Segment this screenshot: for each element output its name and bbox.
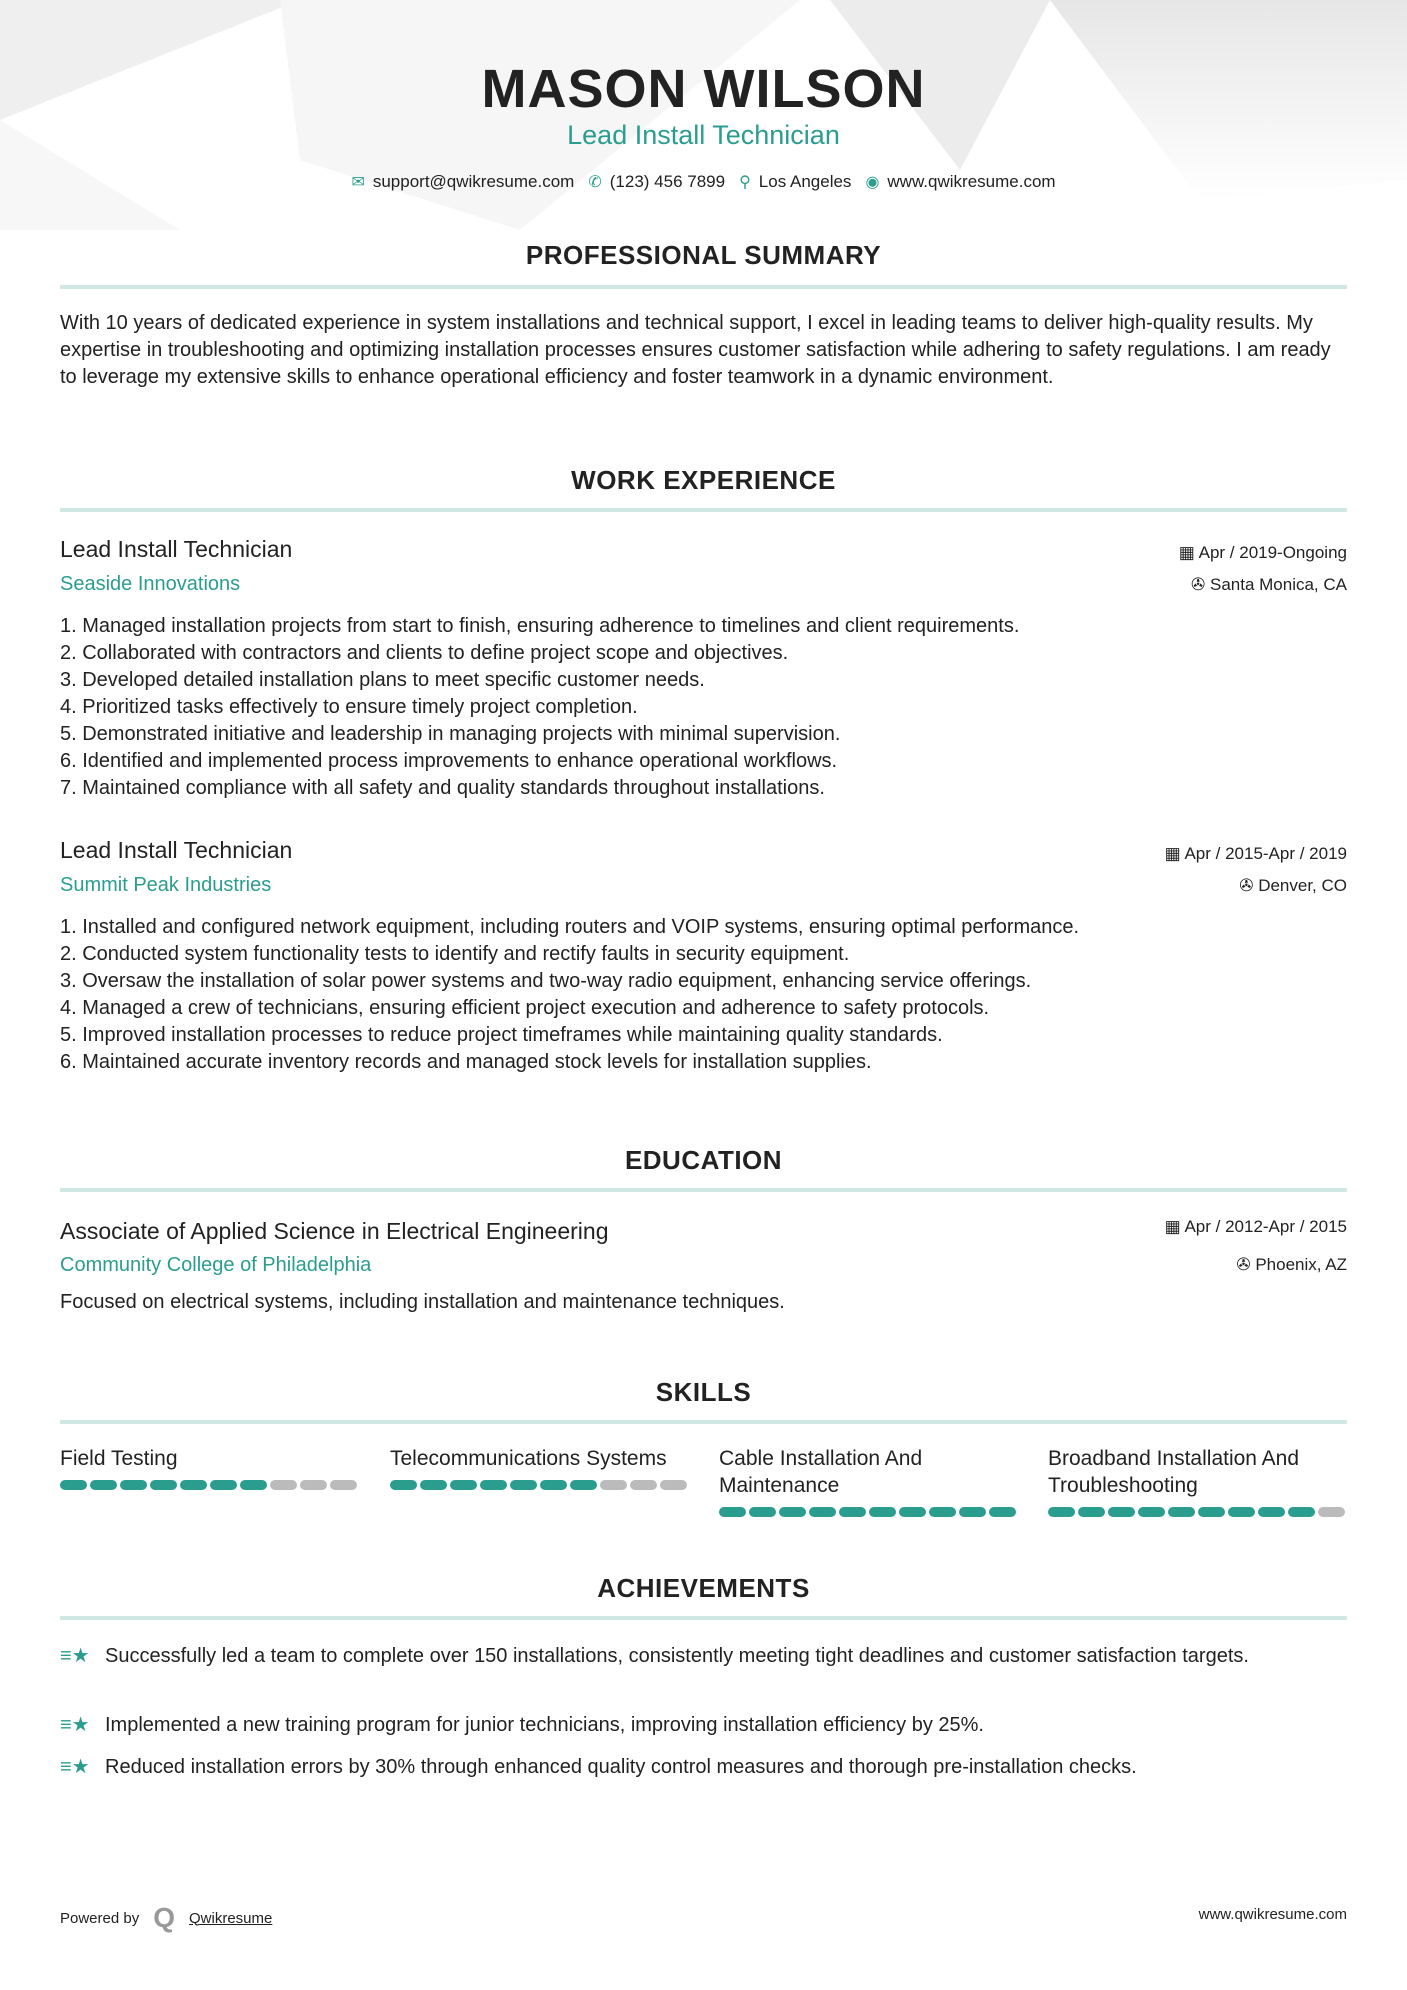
globe-icon: ◉ bbox=[865, 174, 880, 191]
achievement-text: Implemented a new training program for junior technicians, improving installation efficiency by 25%. bbox=[105, 1714, 984, 1736]
skill-level-segment bbox=[869, 1507, 896, 1517]
job-dates bbox=[1179, 543, 1347, 563]
skill-item bbox=[60, 1445, 360, 1490]
skill-level-segment bbox=[660, 1480, 687, 1490]
skill-level-segment bbox=[899, 1507, 926, 1517]
skill-name: Telecommunications Systems bbox=[390, 1447, 667, 1470]
pin-icon: ✇ bbox=[1191, 575, 1210, 594]
skill-level-segment bbox=[1318, 1507, 1345, 1517]
list-item: 6. Identified and implemented process improvements to enhance operational workflows. bbox=[60, 750, 838, 772]
divider bbox=[60, 285, 1347, 289]
skill-name: Cable Installation And Maintenance bbox=[719, 1447, 923, 1497]
contact-phone bbox=[588, 172, 725, 192]
experience-heading: WORK EXPERIENCE bbox=[571, 465, 836, 495]
dates-text: Apr / 2012-Apr / 2015 bbox=[1184, 1217, 1347, 1236]
skill-level-segment bbox=[1168, 1507, 1195, 1517]
calendar-icon: ▦ bbox=[1164, 1217, 1185, 1236]
skill-level-segment bbox=[839, 1507, 866, 1517]
list-item: 4. Prioritized tasks effectively to ensure timely project completion. bbox=[60, 696, 638, 718]
skill-level-segment bbox=[1198, 1507, 1225, 1517]
achievements-heading: ACHIEVEMENTS bbox=[597, 1573, 810, 1603]
summary-heading: PROFESSIONAL SUMMARY bbox=[525, 240, 882, 270]
skill-level-segment bbox=[600, 1480, 627, 1490]
star-icon: ≡★ bbox=[60, 1714, 90, 1736]
list-item: 5. Improved installation processes to reduce project timeframes while maintaining quality standards. bbox=[60, 1024, 943, 1046]
skill-level-segment bbox=[240, 1480, 267, 1490]
list-item: 6. Maintained accurate inventory records and managed stock levels for installation supplies. bbox=[60, 1051, 872, 1073]
list-item: 1. Installed and configured network equipment, including routers and VOIP systems, ensuring optimal performance. bbox=[60, 916, 1080, 938]
list-item: 3. Developed detailed installation plans to meet specific customer needs. bbox=[60, 669, 705, 691]
location-text: Santa Monica, CA bbox=[1209, 575, 1347, 594]
skill-level-segment bbox=[180, 1480, 207, 1490]
skill-level-segment bbox=[1258, 1507, 1285, 1517]
dates-text: Apr / 2015-Apr / 2019 bbox=[1184, 844, 1347, 863]
skill-level-segment bbox=[1228, 1507, 1255, 1517]
education-location bbox=[1236, 1255, 1347, 1275]
skill-level-segment bbox=[450, 1480, 477, 1490]
contact-location bbox=[739, 172, 851, 192]
envelope-icon: ✉ bbox=[351, 174, 365, 191]
email-text: support@qwikresume.com bbox=[372, 172, 575, 191]
candidate-title: Lead Install Technician bbox=[567, 120, 840, 150]
skill-level-segment bbox=[270, 1480, 297, 1490]
contact-row bbox=[0, 172, 1407, 192]
skill-level-segment bbox=[989, 1507, 1016, 1517]
skill-level-segment bbox=[630, 1480, 657, 1490]
skill-level-segment bbox=[1108, 1507, 1135, 1517]
divider bbox=[60, 1188, 1347, 1192]
qwikresume-logo-icon: Q bbox=[153, 1902, 175, 1933]
calendar-icon: ▦ bbox=[1164, 844, 1185, 863]
location-text: Phoenix, AZ bbox=[1255, 1255, 1347, 1274]
list-item: 7. Maintained compliance with all safety and quality standards throughout installations. bbox=[60, 777, 825, 799]
location-text: Denver, CO bbox=[1258, 876, 1347, 895]
school: Community College of Philadelphia bbox=[60, 1254, 372, 1276]
phone-text: (123) 456 7899 bbox=[609, 172, 726, 191]
skill-level-bar bbox=[60, 1480, 360, 1490]
skill-level-segment bbox=[480, 1480, 507, 1490]
job-title: Lead Install Technician bbox=[60, 536, 293, 562]
skill-level-segment bbox=[779, 1507, 806, 1517]
achievement-text: Reduced installation errors by 30% through enhanced quality control measures and thorough pre-installation checks. bbox=[105, 1756, 1137, 1778]
skill-level-segment bbox=[719, 1507, 746, 1517]
skill-level-segment bbox=[150, 1480, 177, 1490]
degree: Associate of Applied Science in Electrical Engineering bbox=[60, 1218, 609, 1244]
skill-item bbox=[390, 1445, 690, 1490]
skill-level-segment bbox=[1048, 1507, 1075, 1517]
skill-item bbox=[719, 1445, 1019, 1517]
skill-level-bar bbox=[719, 1507, 1019, 1517]
skill-level-segment bbox=[210, 1480, 237, 1490]
skill-name: Field Testing bbox=[60, 1447, 178, 1470]
list-item: 2. Collaborated with contractors and clients to define project scope and objectives. bbox=[60, 642, 789, 664]
skill-level-segment bbox=[120, 1480, 147, 1490]
education-heading: EDUCATION bbox=[624, 1145, 783, 1175]
list-item: 1. Managed installation projects from start to finish, ensuring adherence to timelines and client requirements. bbox=[60, 615, 1020, 637]
divider bbox=[60, 1616, 1347, 1620]
education-dates bbox=[1165, 1217, 1347, 1237]
job-location bbox=[1191, 575, 1347, 595]
skill-level-segment bbox=[1078, 1507, 1105, 1517]
skill-level-segment bbox=[300, 1480, 327, 1490]
skill-level-segment bbox=[390, 1480, 417, 1490]
skills-heading: SKILLS bbox=[655, 1377, 752, 1407]
skill-level-segment bbox=[1138, 1507, 1165, 1517]
footer-brand bbox=[60, 1902, 272, 1934]
skill-level-segment bbox=[420, 1480, 447, 1490]
achievement-item bbox=[60, 1754, 1347, 1781]
achievement-text: Successfully led a team to complete over 150 installations, consistently meeting tight deadlines and customer satisfaction targets. bbox=[105, 1645, 1249, 1667]
star-icon: ≡★ bbox=[60, 1645, 90, 1667]
candidate-name: MASON WILSON bbox=[481, 59, 926, 119]
skill-level-segment bbox=[60, 1480, 87, 1490]
list-item: 3. Oversaw the installation of solar power systems and two-way radio equipment, enhancing service offerings. bbox=[60, 970, 1032, 992]
skill-level-bar bbox=[1048, 1507, 1348, 1517]
skill-level-segment bbox=[90, 1480, 117, 1490]
skill-level-segment bbox=[540, 1480, 567, 1490]
dates-text: Apr / 2019-Ongoing bbox=[1198, 543, 1347, 562]
pin-icon: ✇ bbox=[1239, 876, 1259, 895]
skill-level-bar bbox=[390, 1480, 690, 1490]
summary-text: With 10 years of dedicated experience in system installations and technical support, I excel in leading teams to deliver high-quality results. My expertise in troubleshooting and optimizing installation processes ensures customer satisfaction while adhering to safety regulations. I am ready to leverage my extensive skills to enhance operational efficiency and foster teamwork in a dynamic environment. bbox=[60, 312, 1331, 388]
list-item: 4. Managed a crew of technicians, ensuring efficient project execution and adherence to safety protocols. bbox=[60, 997, 990, 1019]
job-dates bbox=[1165, 844, 1347, 864]
list-item: 5. Demonstrated initiative and leadership in managing projects with minimal supervision. bbox=[60, 723, 841, 745]
skill-level-segment bbox=[749, 1507, 776, 1517]
job-bullets bbox=[60, 914, 1347, 1076]
brand-link[interactable]: Qwikresume bbox=[189, 1909, 273, 1927]
divider bbox=[60, 1420, 1347, 1424]
skill-level-segment bbox=[570, 1480, 597, 1490]
pin-icon: ✇ bbox=[1236, 1255, 1256, 1274]
job-location bbox=[1239, 876, 1347, 896]
skill-item bbox=[1048, 1445, 1348, 1517]
job-company: Seaside Innovations bbox=[60, 573, 241, 595]
list-item: 2. Conducted system functionality tests to identify and rectify faults in security equipment. bbox=[60, 943, 850, 965]
location-text: Los Angeles bbox=[758, 172, 852, 191]
contact-website[interactable] bbox=[865, 172, 1055, 192]
achievement-item bbox=[60, 1643, 1347, 1670]
job-bullets bbox=[60, 613, 1347, 802]
powered-by-text: Powered by bbox=[60, 1909, 140, 1927]
star-icon: ≡★ bbox=[60, 1756, 90, 1778]
skill-name: Broadband Installation And Troubleshooting bbox=[1048, 1447, 1300, 1497]
website-text: www.qwikresume.com bbox=[887, 172, 1056, 191]
education-description: Focused on electrical systems, including installation and maintenance techniques. bbox=[60, 1291, 785, 1313]
map-pin-icon: ⚲ bbox=[739, 174, 751, 191]
contact-email[interactable] bbox=[351, 172, 574, 192]
achievement-item bbox=[60, 1712, 1347, 1739]
skill-level-segment bbox=[330, 1480, 357, 1490]
calendar-icon: ▦ bbox=[1178, 543, 1199, 562]
footer-website[interactable]: www.qwikresume.com bbox=[1198, 1906, 1347, 1923]
job-company: Summit Peak Industries bbox=[60, 874, 272, 896]
skill-level-segment bbox=[959, 1507, 986, 1517]
skill-level-segment bbox=[809, 1507, 836, 1517]
skill-level-segment bbox=[1288, 1507, 1315, 1517]
skill-level-segment bbox=[929, 1507, 956, 1517]
job-title: Lead Install Technician bbox=[60, 837, 293, 863]
phone-icon: ✆ bbox=[588, 174, 602, 191]
divider bbox=[60, 508, 1347, 512]
skill-level-segment bbox=[510, 1480, 537, 1490]
